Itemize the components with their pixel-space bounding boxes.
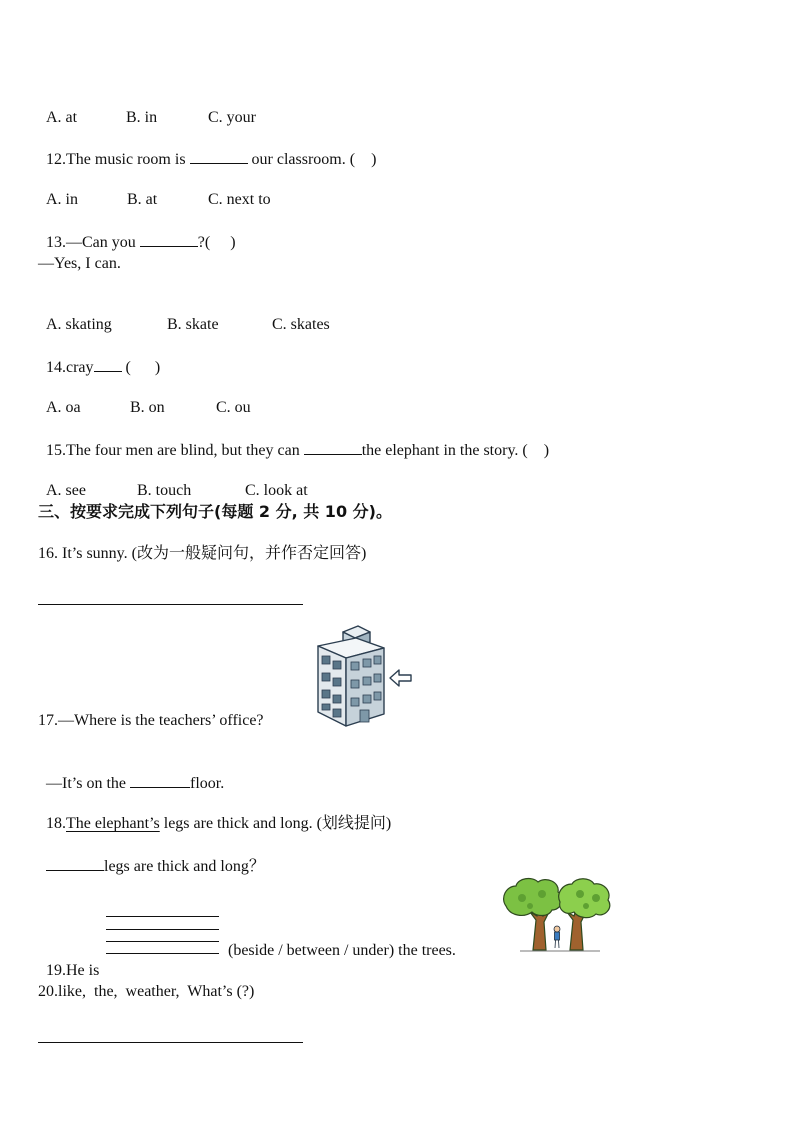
q11-option-b: B. in — [126, 109, 158, 126]
q18-underlined-phrase: The elephant’s — [66, 815, 160, 832]
q19-option-line-3[interactable] — [106, 941, 219, 942]
q14-option-c: C. ou — [216, 399, 251, 416]
q19-text-before: 19.He is — [46, 962, 100, 979]
q12-options — [38, 170, 271, 210]
q14-options — [38, 378, 251, 418]
q13-options — [38, 295, 330, 335]
q12-option-a: A. in — [46, 191, 78, 208]
q16-answer-line[interactable] — [38, 604, 303, 605]
q18-answer-after: legs are thick and long？ — [104, 858, 265, 875]
q14-text-after: ( ) — [121, 359, 161, 376]
q15-option-c: C. look at — [245, 482, 308, 499]
q13-blank[interactable] — [140, 232, 198, 247]
q17-question: 17.—Where is the teachers’ office? — [38, 712, 264, 729]
q13-text-after: ?( ) — [197, 234, 236, 251]
q20-question: 20.like, the, weather, What’s (?) — [38, 983, 255, 1000]
office-building-picture — [312, 624, 416, 730]
q17-answer-before: —It’s on the — [46, 775, 130, 792]
q13-option-c: C. skates — [272, 316, 330, 333]
q11-option-a: A. at — [46, 109, 78, 126]
section-3-heading: 三、按要求完成下列句子(每题 2 分, 共 10 分)。 — [38, 502, 392, 521]
q14-question — [38, 337, 160, 378]
q12-text-before: 12.The music room is — [46, 151, 190, 168]
q18-answer — [38, 836, 265, 877]
trees-picture — [500, 876, 618, 956]
q15-blank[interactable] — [304, 440, 362, 455]
q13-question — [38, 212, 236, 253]
q17-answer — [38, 753, 224, 794]
q13-option-a: A. skating — [46, 316, 112, 333]
q17-answer-after: floor. — [190, 775, 225, 792]
q14-option-b: B. on — [130, 399, 165, 416]
q13-text-before: 13.—Can you — [46, 234, 140, 251]
q19-answer-line[interactable] — [106, 953, 219, 954]
q20-answer-line[interactable] — [38, 1042, 303, 1043]
q17-blank[interactable] — [130, 773, 190, 788]
q12-option-b: B. at — [127, 191, 158, 208]
q12-text-after: our classroom. ( ) — [247, 151, 377, 168]
q19-text-after: (beside / between / under) the trees. — [228, 942, 456, 959]
q19-option-line-2[interactable] — [106, 929, 219, 930]
q16-question: 16. It’s sunny. (改为一般疑问句，并作否定回答) — [38, 545, 367, 562]
q14-blank[interactable] — [94, 357, 122, 372]
q11-options — [38, 88, 256, 128]
q18-question — [38, 794, 391, 834]
q15-text-before: 15.The four men are blind, but they can — [46, 442, 304, 459]
q15-option-a: A. see — [46, 482, 86, 499]
q18-rest: legs are thick and long. (划线提问) — [159, 815, 392, 832]
q18-blank[interactable] — [46, 856, 104, 871]
q19-option-line-1[interactable] — [106, 916, 219, 917]
q15-option-b: B. touch — [137, 482, 192, 499]
q13-option-b: B. skate — [167, 316, 219, 333]
q15-options — [38, 461, 308, 501]
q14-option-a: A. oa — [46, 399, 81, 416]
q14-text-before: 14.cray — [46, 359, 94, 376]
q12-option-c: C. next to — [208, 191, 271, 208]
q15-text-after: the elephant in the story. ( ) — [361, 442, 550, 459]
q19-question — [38, 941, 99, 981]
q15-question — [38, 420, 549, 461]
q12-blank[interactable] — [190, 149, 248, 164]
q12-question — [38, 129, 376, 170]
q18-number: 18. — [46, 815, 66, 832]
q11-option-c: C. your — [208, 109, 256, 126]
q13-answer: —Yes, I can. — [38, 255, 121, 272]
